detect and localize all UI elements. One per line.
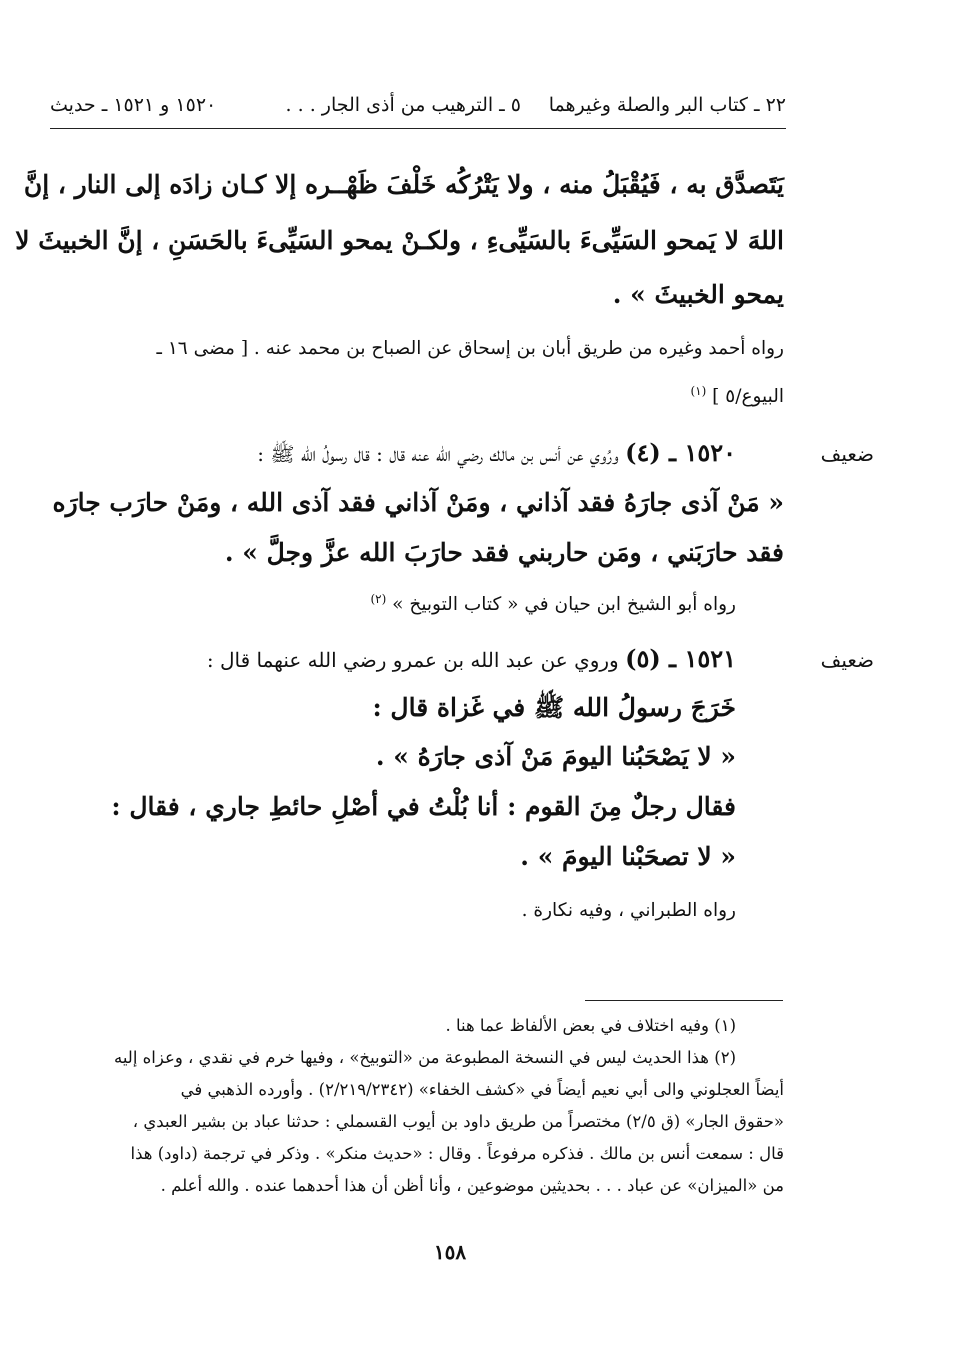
hadith-source: رواه أبو الشيخ ابن حيان في « كتاب التوبيخ » xyxy=(392,594,736,616)
footnote-separator xyxy=(585,1000,783,1001)
hadith-text-line: « مَنْ آذى جارَهُ فقد آذاني ، ومَنْ آذاني فقد آذى الله ، ومَنْ حارَب جارَه xyxy=(52,488,784,517)
footnote-line: (١) وفيه اختلاف في بعض الألفاظ عما هنا . xyxy=(445,1016,736,1035)
grade-label: ضعيف xyxy=(820,648,874,672)
footnote-line: من «الميزان» عن عباد . . . بحديثين موضوعين ، وأنا أظن أن هذا أحدهما عنده . والله أعلم . xyxy=(160,1176,784,1195)
hadith-text-line: خَرَجَ رسولُ الله ﷺ في غَزاة قال : xyxy=(372,693,736,722)
continuation-line: يمحو الخبيثَ » . xyxy=(612,280,784,309)
hadith-text-line: فقد حارَبَني ، ومَن حاربني فقد حارَبَ الله عزَّ وجلَّ » . xyxy=(224,538,784,567)
hadith-intro: وروي عن عبد الله بن عمرو رضي الله عنهما قال : xyxy=(206,648,619,672)
hadith-text-line: « لا تصحَبْنا اليومَ » . xyxy=(520,842,736,871)
hadith-intro: ورُوي عن أنس بن مالك رضي الله عنه قال : قال رسولُ الله ﷺ : xyxy=(257,442,619,466)
page-number: ١٥٨ xyxy=(433,1240,467,1264)
footnote-line: قال : سمعت أنس بن مالك . فذكره مرفوعاً . وقال : «حديث منكر» . وذكر في ترجمة (داود) هذا xyxy=(130,1144,784,1163)
running-header xyxy=(50,88,786,129)
source-ref: البيوع/٥ ] xyxy=(712,386,784,408)
hadith-text-line: فقال رجلٌ مِنَ القوم : أنا بُلْتُ في أصْلِ حائطِ جاري ، فقال : xyxy=(111,792,736,821)
continuation-line: اللهَ لا يَمحو السَيِّىءَ بالسَيِّىءِ ، ولكـنْ يمحو السَيِّىءَ بالحَسَنِ ، إنَّ الخبيثَ لا xyxy=(15,226,784,255)
footnote-line: أيضاً العجلوني والى أبي نعيم أيضاً في «كشف الخفاء» (٢/٢١٩/٢٣٤٢) . وأورده الذهبي في xyxy=(180,1080,784,1099)
header-hadith-range: ١٥٢٠ و ١٥٢١ ـ حديث xyxy=(50,94,217,116)
source-line: رواه أحمد وغيره من طريق أبان بن إسحاق عن الصباح بن محمد عنه . [ مضى ١٦ ـ xyxy=(156,338,784,359)
hadith-number: ١٥٢١ ـ (٥) xyxy=(625,644,736,673)
continuation-line: يَتَصدَّق به ، فَيُقْبَلُ منه ، ولا يَتْرُكُه خَلْفَ ظَهْــره إلا كـان زادَه إلى النار ، إنَّ xyxy=(23,170,784,199)
footnote-line: (٢) هذا الحديث ليس في النسخة المطبوعة من «التوبيخ» ، وفيها خرم في نقدي ، وعزاه إليه xyxy=(113,1048,736,1067)
hadith-number: ١٥٢٠ ـ (٤) xyxy=(625,438,736,467)
source-line xyxy=(690,384,784,407)
grade-label: ضعيف xyxy=(820,442,874,466)
footnote-marker: (١) xyxy=(690,384,707,398)
source-line xyxy=(370,592,736,615)
hadith-source: رواه الطبراني ، وفيه نكارة . xyxy=(521,900,736,921)
footnote-marker: (٢) xyxy=(370,592,387,606)
header-book-title: ٢٢ ـ كتاب البر والصلة وغيرهما xyxy=(548,94,786,116)
hadith-heading xyxy=(257,438,736,471)
header-chapter-title: ٥ ـ الترهيب من أذى الجار . . . xyxy=(285,94,521,116)
hadith-text-line: « لا يَصْحَبُنا اليومَ مَنْ آذى جارَهُ » . xyxy=(375,742,736,771)
hadith-heading xyxy=(207,644,736,673)
footnote-line: «حقوق الجار» (ق ٢/٥) مختصراً من طريق داود بن أيوب القسملي : حدثنا عباد بن بشير العبدي ، xyxy=(132,1112,784,1131)
